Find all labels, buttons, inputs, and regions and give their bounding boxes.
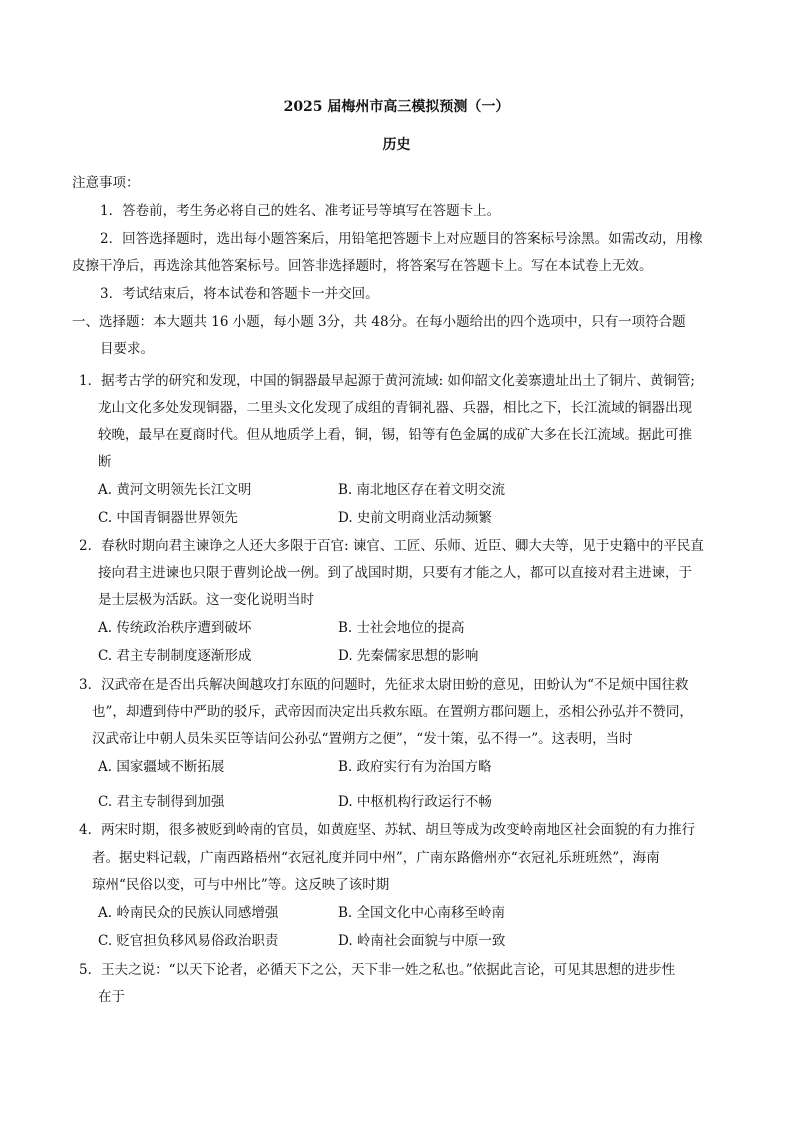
question-3-option-b[interactable]: B. 政府实行有为治国方略 <box>338 759 492 775</box>
question-2-option-d[interactable]: D. 先秦儒家思想的影响 <box>338 648 479 664</box>
question-5-stem-line-2: 在于 <box>98 989 125 1005</box>
notice-item-2-line-2: 皮擦干净后，再选涂其他答案标号。回答非选择题时，将答案写在答题卡上。写在本试卷上无效。 <box>72 258 653 274</box>
question-4-option-c[interactable]: C. 贬官担负移风易俗政治职责 <box>98 933 279 949</box>
question-2-stem-line-2: 接向君主进谏也只限于曹刿论战一例。到了战国时期，只要有才能之人，都可以直接对君主进谏，于 <box>98 565 692 581</box>
section-heading-line-1: 一、选择题：本大题共 16 小题，每小题 3分，共 48分。在每小题给出的四个选项中，只有一项符合题 <box>72 314 686 330</box>
exam-title: 2025 届梅州市高三模拟预测（一） <box>283 99 510 115</box>
subject-title: 历史 <box>382 137 411 153</box>
notice-item-2-line-1: 2．回答选择题时，选出每小题答案后，用铅笔把答题卡上对应题目的答案标号涂黑。如需改动，用橡 <box>100 231 703 247</box>
question-3-stem-line-1: 3．汉武帝在是否出兵解决闽越攻打东瓯的问题时，先征求太尉田蚡的意见，田蚡认为“不足烦中国往救 <box>79 677 689 693</box>
question-1-stem-line-2: 龙山文化多处发现铜器，二里头文化发现了成组的青铜礼器、兵器，相比之下，长江流域的铜器出现 <box>98 400 692 416</box>
section-heading-line-2: 目要求。 <box>100 341 154 357</box>
notice-heading: 注意事项： <box>72 175 140 191</box>
question-3-stem-line-2: 也”，却遭到侍中严助的驳斥，武帝因而决定出兵救东瓯。在置朔方郡问题上，丞相公孙弘并不赞同， <box>92 704 693 720</box>
question-2-stem-line-1: 2．春秋时期向君主谏诤之人还大多限于百官: 谏官、工匠、乐师、近臣、卿大夫等，见于史籍中的平民直 <box>79 538 704 554</box>
question-1-stem-line-3: 较晚，最早在夏商时代。但从地质学上看，铜，锡，铅等有色金属的成矿大多在长江流域。据此可推 <box>98 427 692 443</box>
question-2-option-b[interactable]: B. 士社会地位的提高 <box>338 620 465 636</box>
question-1-stem-line-1: 1．据考古学的研究和发现，中国的铜器最早起源于黄河流域: 如仰韶文化姜寨遗址出土了铜片、黄铜管; <box>79 373 695 389</box>
question-4-stem-line-2: 者。据史料记载，广南西路梧州“衣冠礼度并同中州”，广南东路儋州亦“衣冠礼乐班班然”，海南 <box>92 850 660 866</box>
question-3-option-c[interactable]: C. 君主专制得到加强 <box>98 794 225 810</box>
question-3-option-a[interactable]: A. 国家疆域不断拓展 <box>98 759 225 775</box>
notice-item-1: 1．答卷前，考生务必将自己的姓名、准考证号等填写在答题卡上。 <box>100 203 501 219</box>
question-1-stem-line-4: 断 <box>98 454 112 470</box>
question-1-option-d[interactable]: D. 史前文明商业活动频繁 <box>338 510 492 526</box>
question-1-option-c[interactable]: C. 中国青铜器世界领先 <box>98 510 238 526</box>
question-4-option-d[interactable]: D. 岭南社会面貌与中原一致 <box>338 933 506 949</box>
question-4-option-b[interactable]: B. 全国文化中心南移至岭南 <box>338 905 506 921</box>
question-1-option-a[interactable]: A. 黄河文明领先长江文明 <box>98 482 252 498</box>
question-3-option-d[interactable]: D. 中枢机构行政运行不畅 <box>338 794 492 810</box>
question-2-option-c[interactable]: C. 君主专制制度逐渐形成 <box>98 648 252 664</box>
question-2-option-a[interactable]: A. 传统政治秩序遭到破坏 <box>98 620 252 636</box>
question-3-stem-line-3: 汉武帝让中朝人员朱买臣等诘问公孙弘“置朔方之便”，“发十策，弘不得一”。这表明，当时 <box>92 731 633 747</box>
question-1-option-b[interactable]: B. 南北地区存在着文明交流 <box>338 482 506 498</box>
question-2-stem-line-3: 是士层极为活跃。这一变化说明当时 <box>98 592 314 608</box>
question-4-option-a[interactable]: A. 岭南民众的民族认同感增强 <box>98 905 279 921</box>
question-5-stem-line-1: 5．王夫之说：“以天下论者，必循天下之公，天下非一姓之私也。”依据此言论，可见其思想的进步性 <box>79 962 676 978</box>
question-4-stem-line-3: 琼州“民俗以变，可与中州比”等。这反映了该时期 <box>92 877 390 893</box>
notice-item-3: 3．考试结束后，将本试卷和答题卡一并交回。 <box>100 286 379 302</box>
question-4-stem-line-1: 4．两宋时期，很多被贬到岭南的官员，如黄庭坚、苏轼、胡旦等成为改变岭南地区社会面貌的有力推行 <box>79 822 696 838</box>
